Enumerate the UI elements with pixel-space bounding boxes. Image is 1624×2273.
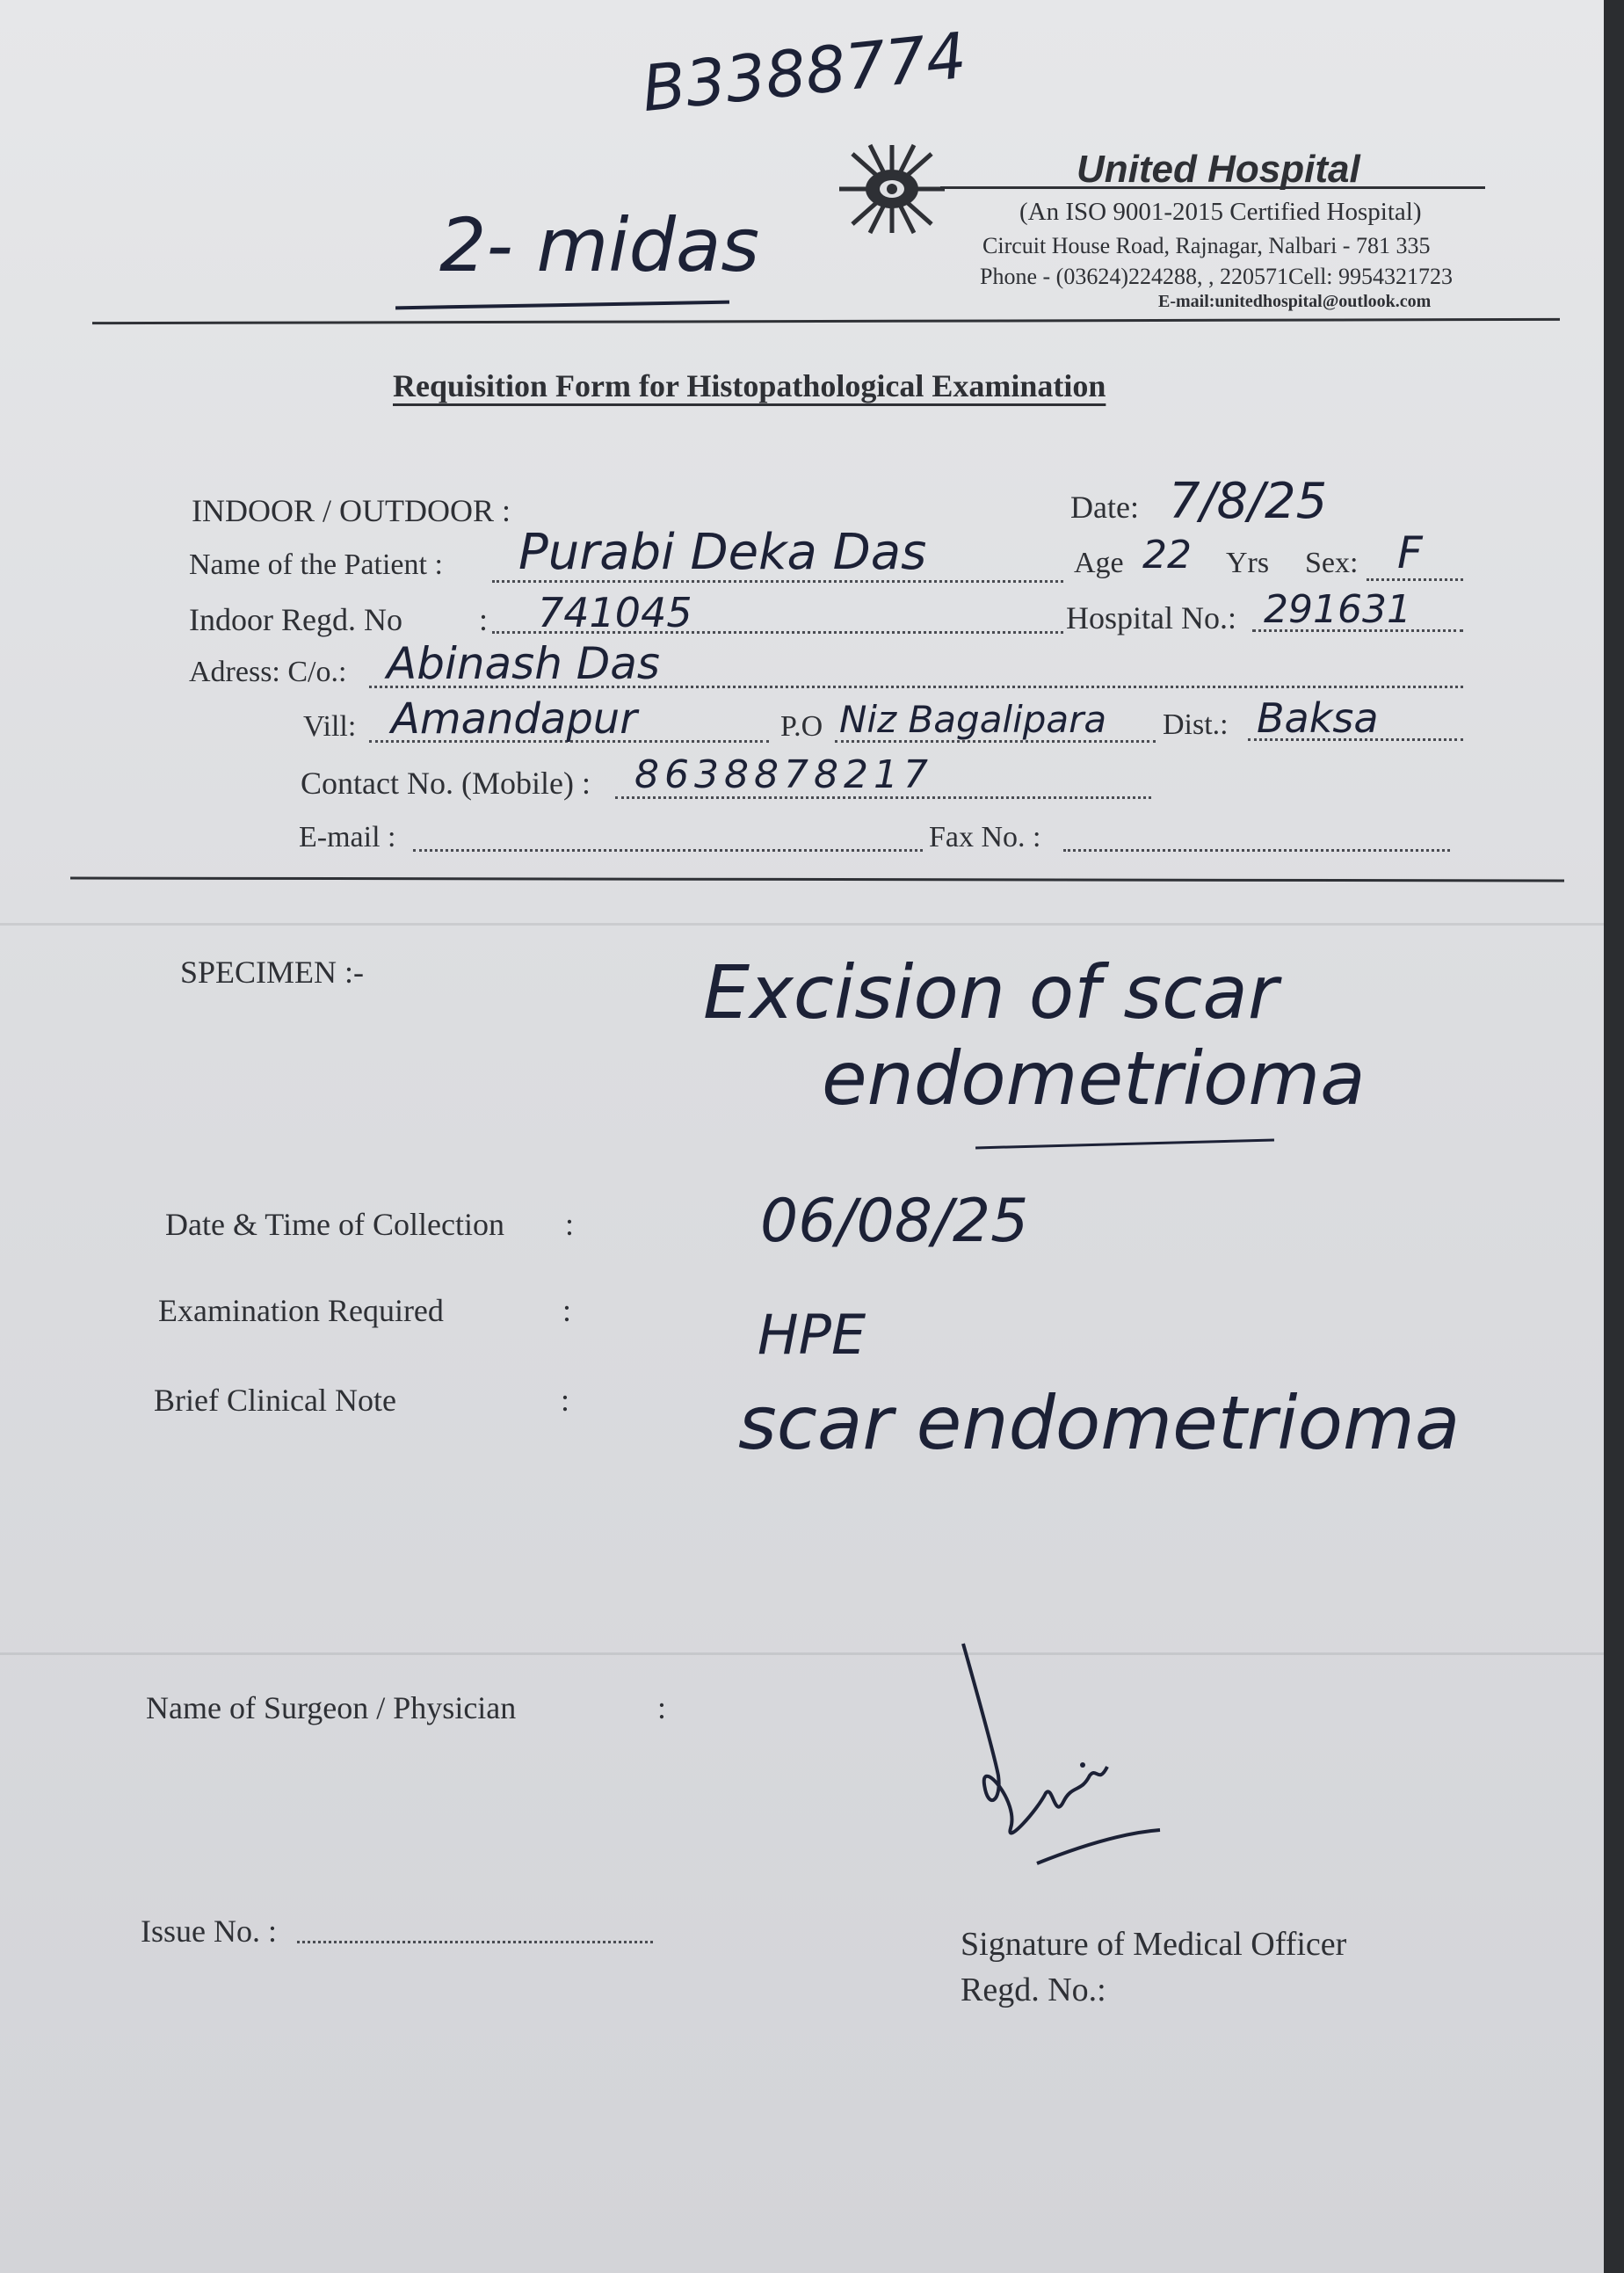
hospital-phone: Phone - (03624)224288, , 220571Cell: 9954321723 [980, 264, 1454, 289]
hospital-email: E-mail:unitedhospital@outlook.com [1158, 292, 1432, 311]
contact-label: Contact No. (Mobile) : [301, 766, 591, 801]
sex-dots [1367, 578, 1463, 581]
specimen-label: SPECIMEN :- [180, 955, 365, 990]
colon: : [479, 602, 489, 637]
age-label: Age [1074, 547, 1124, 579]
regd-no-label: Regd. No.: [961, 1972, 1106, 2008]
po-value: Niz Bagalipara [839, 698, 1107, 741]
form-title: Requisition Form for Histopathological Examination [393, 368, 1106, 403]
patient-name-value: Purabi Deka Das [518, 524, 927, 581]
patient-name-label: Name of the Patient : [189, 548, 443, 581]
ward-underline [395, 301, 729, 310]
hospital-no-label: Hospital No.: [1066, 600, 1236, 635]
colon: : [657, 1690, 667, 1725]
signature-label: Signature of Medical Officer [961, 1926, 1347, 1963]
clinical-note-label: Brief Clinical Note [154, 1383, 396, 1418]
details-divider [70, 877, 1564, 882]
exam-required-value: HPE [758, 1303, 866, 1367]
specimen-value-line1: Excision of scar [703, 949, 1279, 1035]
vill-value: Amandapur [391, 694, 637, 744]
doctor-signature [949, 1635, 1178, 1881]
date-value: 7/8/25 [1169, 473, 1328, 530]
yrs-label: Yrs [1226, 547, 1270, 579]
issue-no-dots [297, 1941, 653, 1943]
hospital-logo-icon [830, 141, 953, 237]
email-label: E-mail : [299, 821, 396, 853]
address-label: Adress: C/o.: [189, 656, 347, 688]
paper-fold [0, 1652, 1604, 1655]
hospital-no-value: 291631 [1264, 587, 1411, 632]
handwritten-ward: 2- midas [439, 202, 760, 288]
exam-required-label: Examination Required [158, 1293, 444, 1328]
dist-label: Dist.: [1163, 708, 1229, 741]
clinical-note-value: scar endometrioma [738, 1380, 1461, 1466]
indoor-outdoor-label: INDOOR / OUTDOOR : [192, 493, 511, 528]
surgeon-label: Name of Surgeon / Physician [146, 1690, 517, 1725]
colon: : [565, 1207, 575, 1242]
care-of-value: Abinash Das [387, 638, 660, 689]
issue-no-label: Issue No. : [141, 1914, 277, 1949]
specimen-value-line2: endometrioma [822, 1035, 1366, 1122]
specimen-underline [975, 1139, 1274, 1150]
header-divider [92, 318, 1560, 324]
sex-label: Sex: [1305, 547, 1359, 579]
mobile-value: 8638878217 [634, 752, 933, 797]
collection-date-value: 06/08/25 [760, 1187, 1029, 1256]
colon: : [562, 1293, 572, 1328]
indoor-regd-label: Indoor Regd. No [189, 602, 402, 637]
fax-label: Fax No. : [929, 821, 1041, 853]
hospital-name: United Hospital [1077, 148, 1360, 191]
hospital-address: Circuit House Road, Rajnagar, Nalbari - 781 335 [982, 233, 1431, 258]
age-value: 22 [1142, 533, 1192, 577]
hospital-certification: (An ISO 9001-2015 Certified Hospital) [1019, 198, 1422, 226]
dist-value: Baksa [1257, 694, 1379, 742]
email-dots [413, 849, 923, 852]
collection-label: Date & Time of Collection [165, 1207, 504, 1242]
fax-dots [1063, 849, 1450, 852]
handwritten-reference-number: B3388774 [638, 18, 970, 127]
sex-value: F [1397, 527, 1423, 578]
po-label: P.O [780, 710, 823, 743]
date-label: Date: [1070, 490, 1139, 525]
indoor-regd-value: 741045 [538, 589, 692, 636]
vill-label: Vill: [303, 710, 357, 743]
paper-fold [0, 923, 1604, 926]
colon: : [561, 1383, 570, 1418]
